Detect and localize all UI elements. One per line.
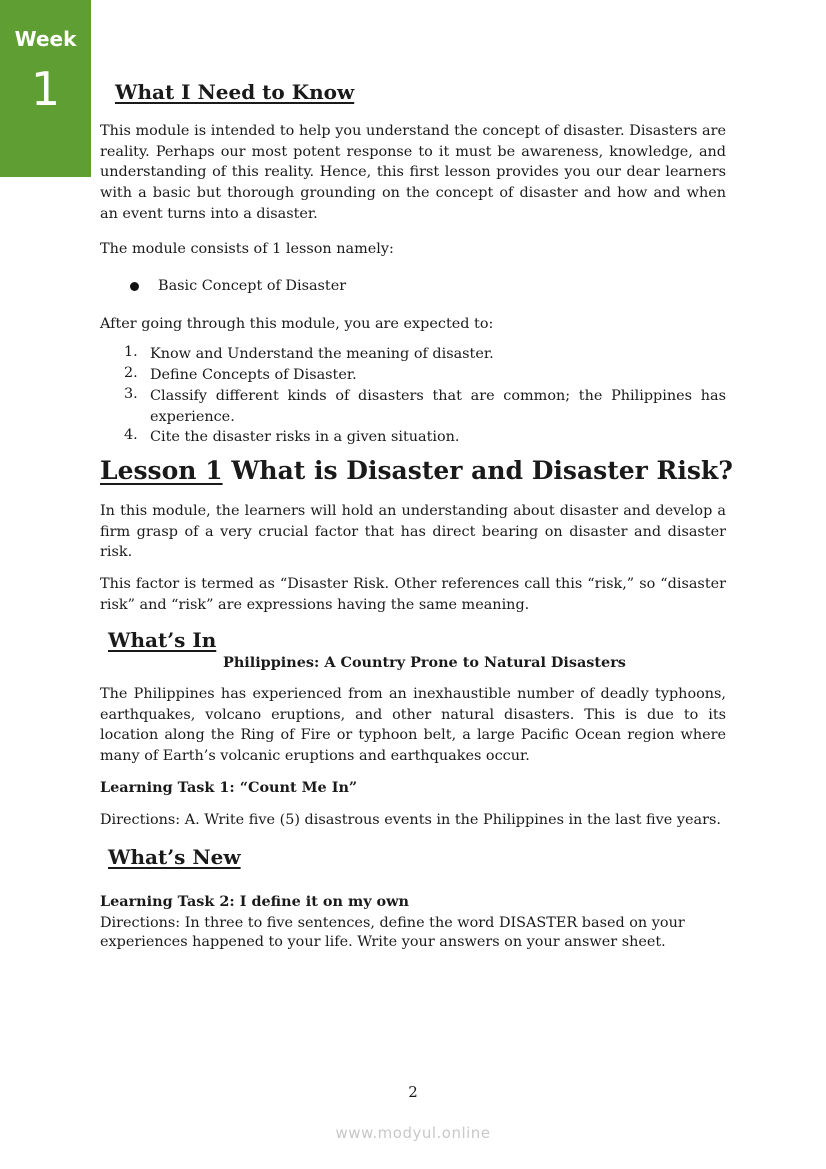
objective-number: 4. — [124, 427, 138, 443]
week-tab — [0, 0, 91, 177]
learning-task-1-directions: Directions: A. Write five (5) disastrous events in the Philippines in the last five years. — [100, 812, 721, 828]
learning-task-2-title: Learning Task 2: I define it on my own — [100, 893, 410, 910]
objective-number: 3. — [124, 386, 138, 402]
page-number: 2 — [408, 1083, 418, 1101]
heading-whats-new: What’s New — [108, 845, 241, 869]
heading-what-i-need-to-know: What I Need to Know — [115, 80, 355, 104]
lesson-title-text: What is Disaster and Disaster Risk? — [231, 456, 733, 485]
bullet-lesson-item: Basic Concept of Disaster — [158, 278, 347, 294]
whats-in-paragraph: The Philippines has experienced from an inexhaustible number of deadly typhoons, earthquakes, volcano eruptions, and other natural disasters. This is due to its location along the Ring of Fire or typhoon belt, a large Pacific Ocean region where many of Earth’s volcanic eruptions and earthquakes occur. — [100, 686, 726, 765]
lesson-paragraph-2: This factor is termed as “Disaster Risk. Other references call this “risk,” so “disaster risk” and “risk” are expressions having the same meaning. — [100, 576, 726, 613]
week-number: 1 — [30, 62, 61, 116]
whats-in-subtitle: Philippines: A Country Prone to Natural Disasters — [223, 654, 626, 671]
learning-task-1-title: Learning Task 1: “Count Me In” — [100, 779, 358, 796]
heading-whats-in: What’s In — [108, 628, 217, 652]
objective-item: Cite the disaster risks in a given situation. — [150, 429, 460, 445]
intro-paragraph: This module is intended to help you understand the concept of disaster. Disasters are reality. Perhaps our most potent response to it must be awareness, knowledge, and understanding of this reality. Hence, this first lesson provides you our dear learners with a basic but thorough grounding on the concept of disaster and how and when an event turns into a disaster. — [100, 123, 726, 222]
objective-item: Define Concepts of Disaster. — [150, 367, 357, 383]
module-consists-text: The module consists of 1 lesson namely: — [100, 241, 394, 257]
objective-number: 1. — [124, 344, 138, 360]
week-label: Week — [14, 27, 77, 51]
objective-item: Know and Understand the meaning of disaster. — [150, 346, 494, 362]
lesson-number: Lesson 1 — [100, 456, 223, 485]
objective-item: Classify different kinds of disasters that are common; the Philippines has experience. — [150, 388, 726, 425]
watermark: www.modyul.online — [335, 1124, 491, 1142]
bullet-icon — [130, 282, 139, 291]
lesson-paragraph-1: In this module, the learners will hold an understanding about disaster and develop a firm grasp of a very crucial factor that has direct bearing on disaster and disaster risk. — [100, 503, 726, 561]
lesson-title — [100, 456, 733, 485]
expected-intro-text: After going through this module, you are expected to: — [100, 316, 494, 332]
learning-task-2-directions-line1: Directions: In three to five sentences, define the word DISASTER based on your — [100, 915, 685, 931]
objective-number: 2. — [124, 365, 138, 381]
learning-task-2-directions-line2: experiences happened to your life. Write your answers on your answer sheet. — [100, 934, 666, 950]
